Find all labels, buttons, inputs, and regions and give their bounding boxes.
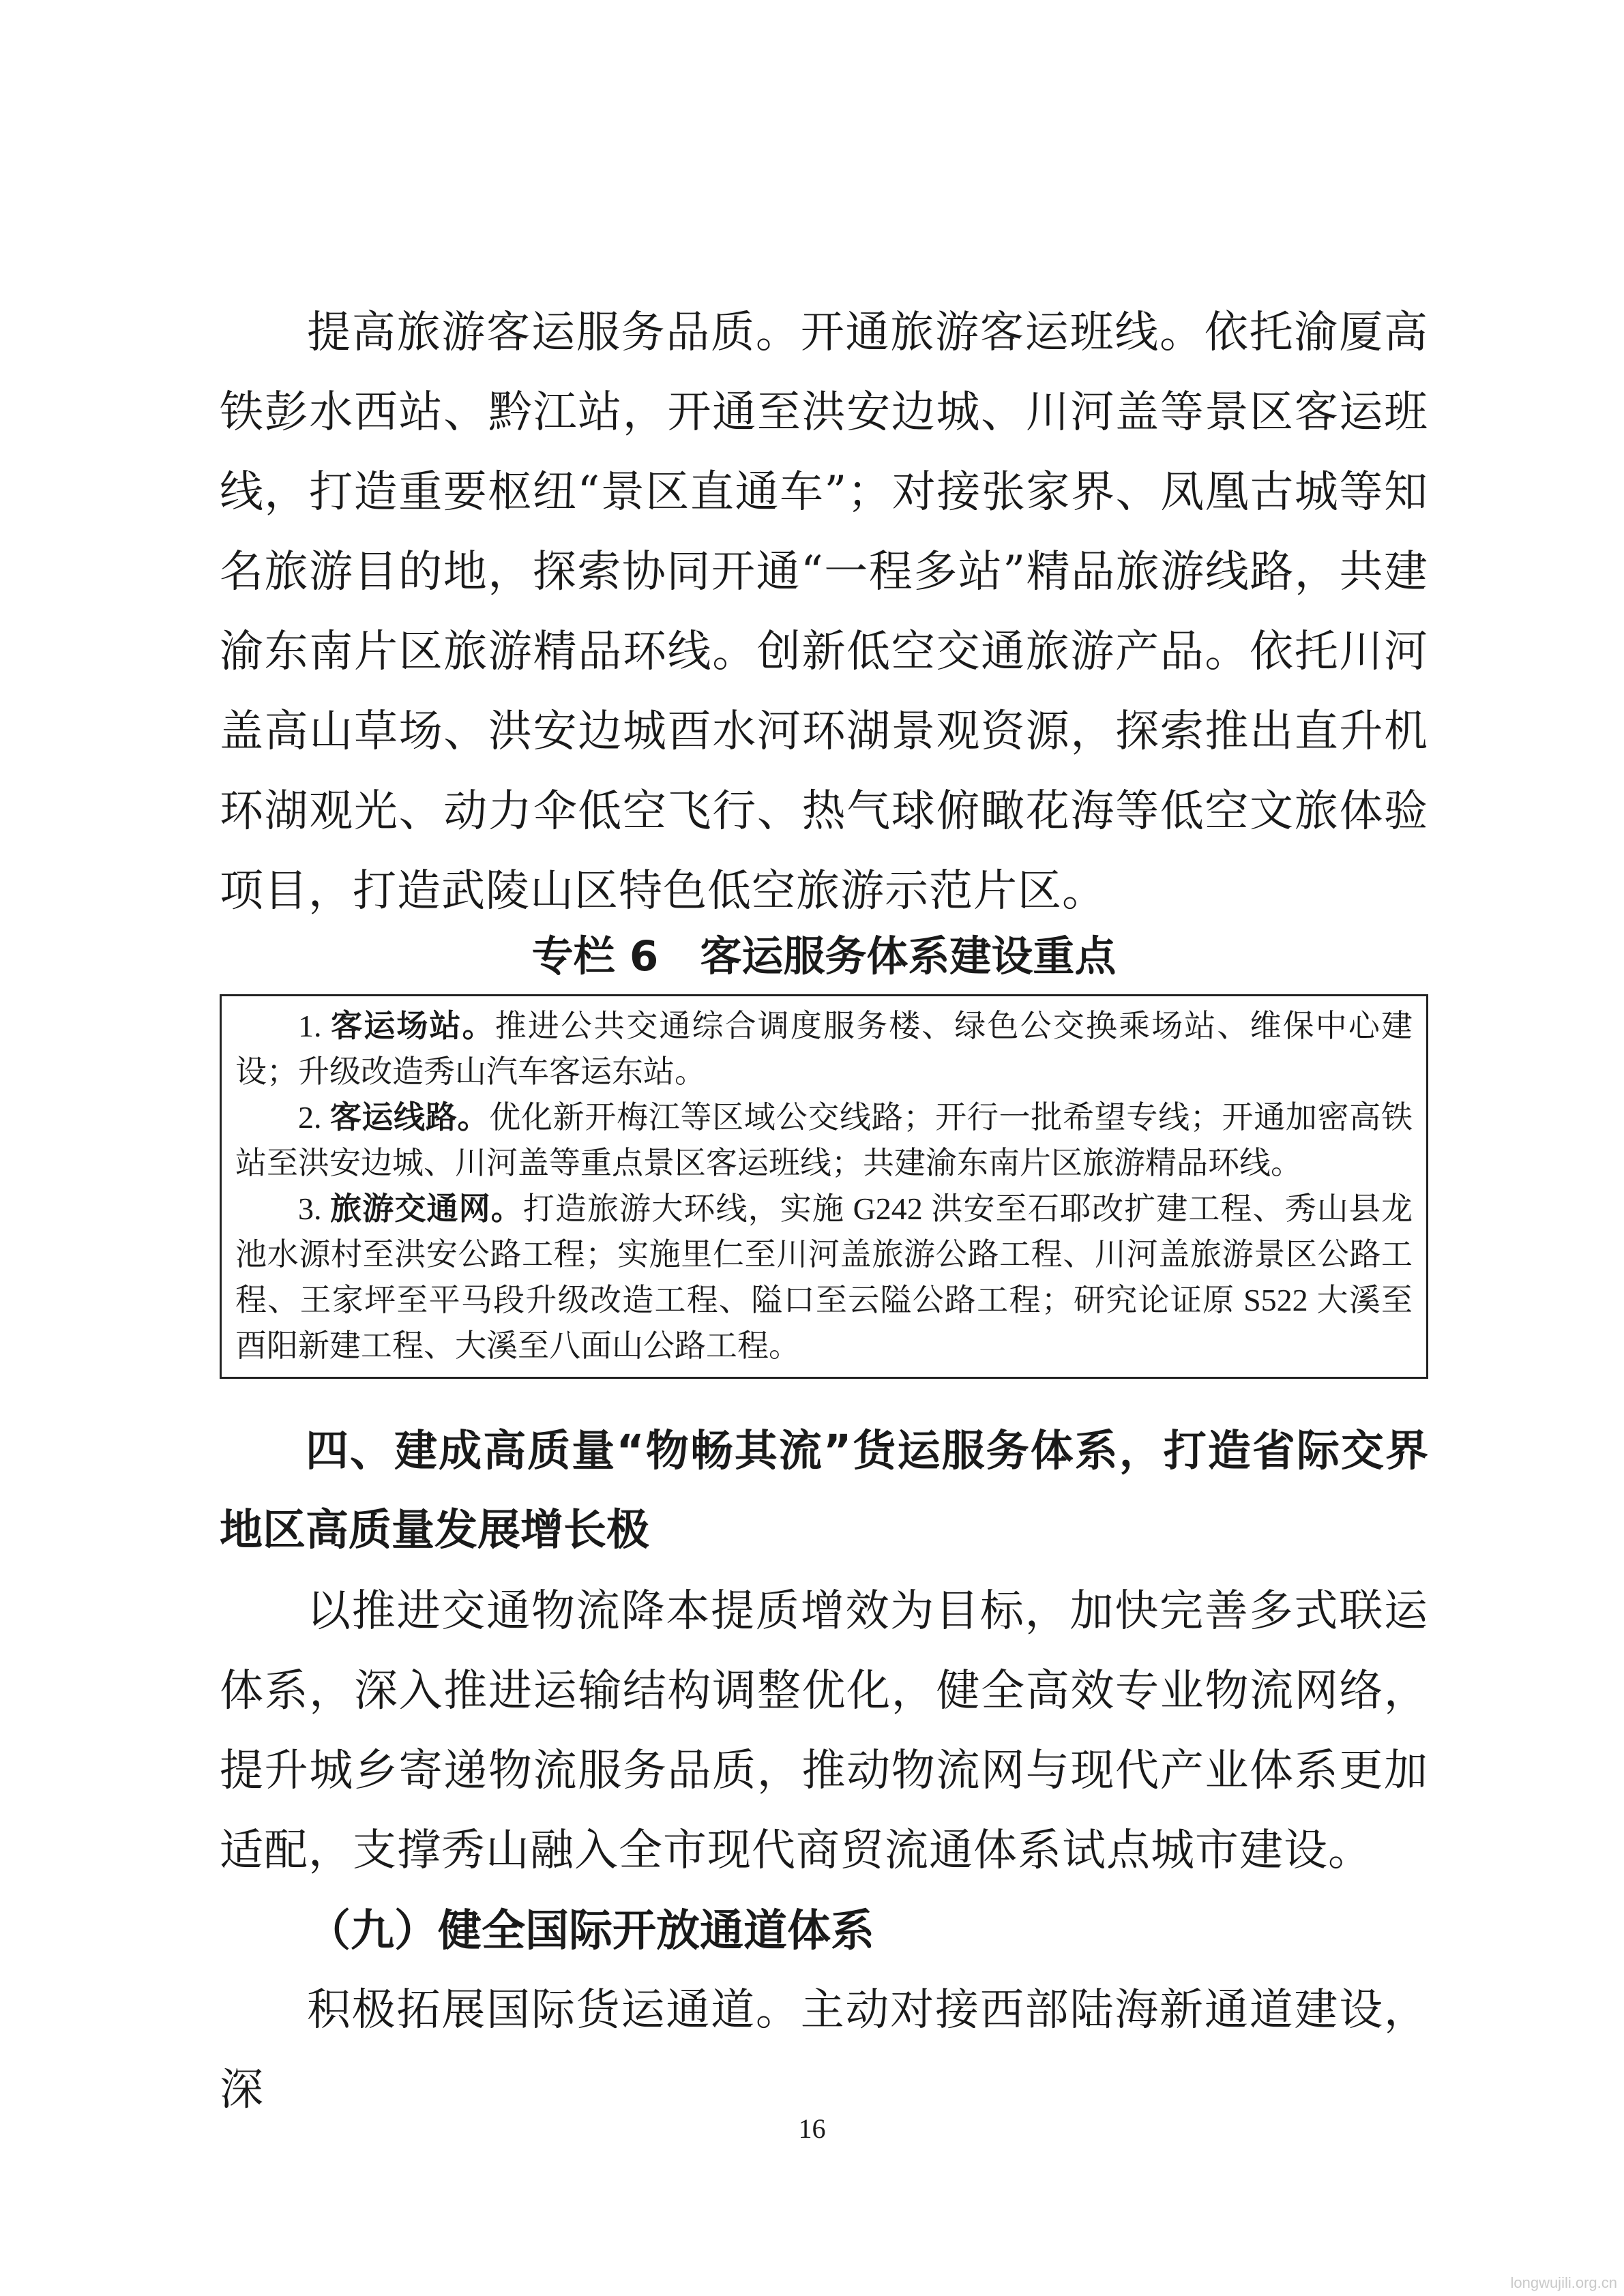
box-item-2 <box>235 1094 1413 1186</box>
paragraph-text: 以推进交通物流降本提质增效为目标，加快完善多式联运体系，深入推进运输结构调整优化，健全高效专业物流网络，提升城乡寄递物流服务品质，推动物流网与现代产业体系更加适配，支撑秀山融入全市现代商贸流通体系试点城市建设。 <box>220 1586 1428 1876</box>
paragraph-passenger-service <box>220 293 1428 931</box>
box-item-number: 1. <box>298 1009 322 1043</box>
page-number: 16 <box>798 2113 826 2144</box>
box-item-text: 推进公共交通综合调度服务楼、绿色公交换乘场站、维保中心建设；升级改造秀山汽车客运东站。 <box>235 1009 1413 1089</box>
box-item-label: 旅游交通网。 <box>330 1190 523 1227</box>
box-item-text: 打造旅游大环线，实施 G242 洪安至石耶改扩建工程、秀山县龙池水源村至洪安公路工程；实施里仁至川河盖旅游公路工程、川河盖旅游景区公路工程、王家坪至平马段升级改造工程、隘口至云隘公路工程；研究论证原 S522 大溪至酉阳新建工程、大溪至八面山公路工程。 <box>235 1191 1413 1363</box>
box-title: 专栏 6 客运服务体系建设重点 <box>531 932 1117 981</box>
subheading: （九）健全国际开放通道体系 <box>307 1905 874 1956</box>
info-box <box>220 994 1428 1379</box>
paragraph-freight-intro <box>220 1572 1428 1891</box>
box-item-3 <box>235 1186 1413 1369</box>
box-item-number: 2. <box>298 1100 322 1135</box>
paragraph-international-channel <box>220 1971 1428 2130</box>
box-item-label: 客运线路。 <box>329 1099 490 1135</box>
box-item-1 <box>235 1003 1413 1094</box>
paragraph-text: 提高旅游客运服务品质。开通旅游客运班线。依托渝厦高铁彭水西站、黔江站，开通至洪安边城、川河盖等景区客运班线，打造重要枢纽“景区直通车”；对接张家界、凤凰古城等知名旅游目的地，探索协同开通“一程多站”精品旅游线路，共建渝东南片区旅游精品环线。创新低空交通旅游产品。依托川河盖高山草场、洪安边城酉水河环湖景观资源，探索推出直升机环湖观光、动力伞低空飞行、热气球俯瞰花海等低空文旅体验项目，打造武陵山区特色低空旅游示范片区。 <box>220 308 1428 916</box>
box-item-label: 客运场站。 <box>331 1007 495 1044</box>
box-item-number: 3. <box>298 1191 322 1226</box>
section-heading: 四、建成高质量“物畅其流”货运服务体系，打造省际交界地区高质量发展增长极 <box>220 1426 1428 1555</box>
paragraph-text: 积极拓展国际货运通道。主动对接西部陆海新通道建设，深 <box>220 1985 1428 2115</box>
box-item-text: 优化新开梅江等区域公交线路；开行一批希望专线；开通加密高铁站至洪安边城、川河盖等重点景区客运班线；共建渝东南片区旅游精品环线。 <box>235 1100 1413 1180</box>
watermark: longwujili.org.cn <box>1510 2274 1617 2291</box>
